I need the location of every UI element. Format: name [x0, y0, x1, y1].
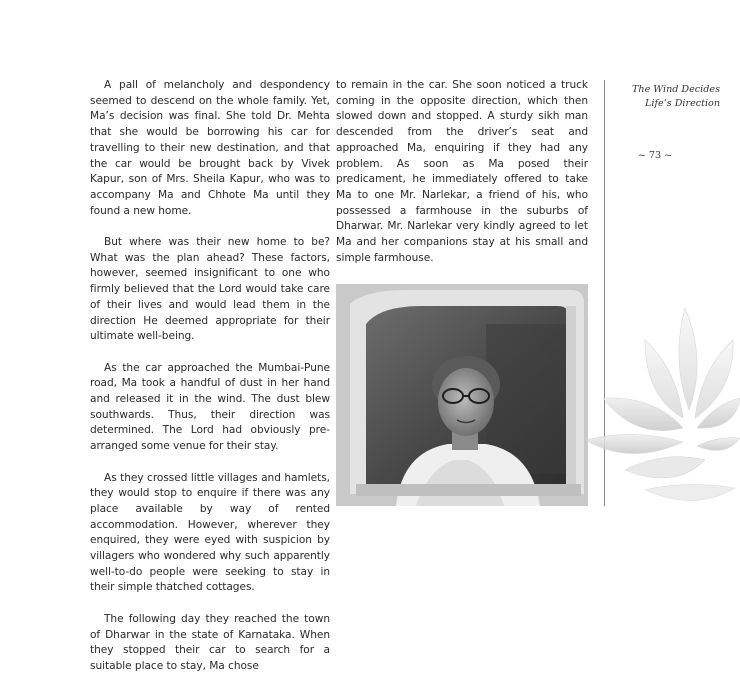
running-title-line: The Wind Decides	[632, 84, 720, 95]
paragraph: As they crossed little villages and hamlets, they would stop to enquire if there was any place available by way of rented accommodation. However, wherever they enquired, they were eyed with suspicion by villagers who wondered why such apparently well-to-do people were seeking to stay in their simple thatched cottages.	[90, 471, 330, 594]
lotus-flower-icon	[585, 300, 740, 515]
paragraph: to remain in the car. She soon noticed a truck coming in the opposite direction, which then slowed down and stopped. A sturdy sikh man descended from the driver’s seat and approached Ma, enquiring if they had any problem. As soon as Ma posed their predicament, he immediately offered to take Ma to one Mr. Narlekar, a friend of his, who possessed a farmhouse in the suburbs of Dharwar. Mr. Narlekar very kindly agreed to let Ma and her companions stay at his small and simple farmhouse.	[336, 79, 588, 264]
running-title-line: Life’s Direction	[645, 98, 720, 109]
paragraph: But where was their new home to be? What was the plan ahead? These factors, however, seemed insignificant to one who firmly believed that the Lord would take care of their lives and would lead them in the direction He deemed appropriate for their ultimate well-being.	[90, 236, 330, 343]
photograph	[336, 284, 588, 506]
running-title	[612, 83, 720, 111]
left-text-column	[90, 78, 330, 690]
paragraph: A pall of melancholy and despondency seemed to descend on the whole family. Yet, Ma’s decision was final. She told Dr. Mehta that she would be borrowing his car for travelling to their new destination, and that the car would be brought back by Vivek Kapur, son of Mrs. Sheila Kapur, who was to accompany Ma and Chhote Ma until they found a new home.	[90, 79, 330, 217]
photo-woman-in-car-window	[336, 284, 588, 506]
paragraph: As the car approached the Mumbai-Pune road, Ma took a handful of dust in her hand and released it in the wind. The dust blew southwards. Thus, their direction was determined. The Lord had obviously pre-arranged some venue for their stay.	[90, 361, 330, 453]
page-number: ~ 73 ~	[637, 150, 673, 161]
paragraph: The following day they reached the town of Dharwar in the state of Karnataka. When they stopped their car to search for a suitable place to stay, Ma chose	[90, 612, 330, 672]
